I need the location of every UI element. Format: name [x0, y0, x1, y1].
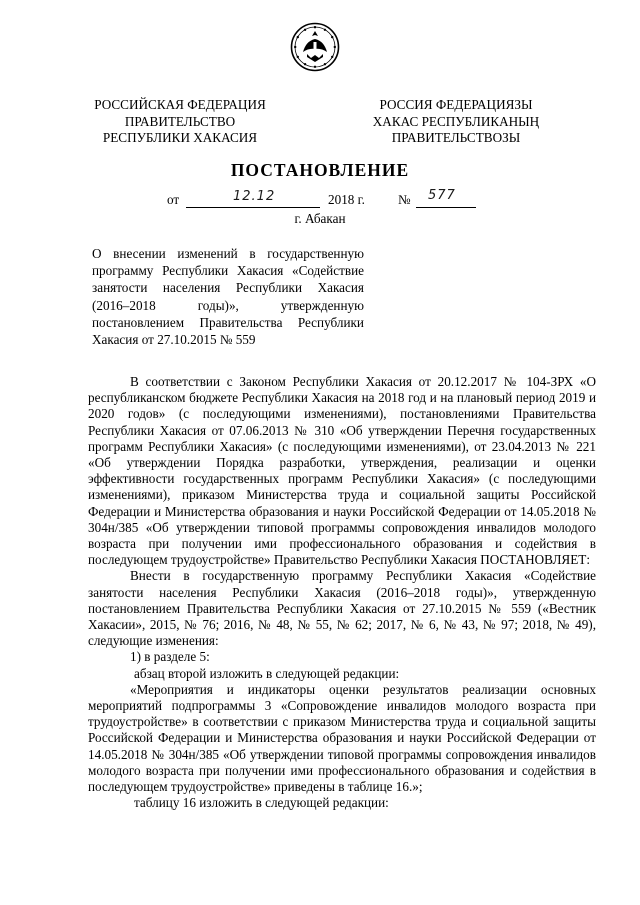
body-paragraph-item-1: 1) в разделе 5: [130, 649, 210, 665]
date-underline [186, 207, 320, 208]
body-paragraph-resolution: Внести в государственную программу Республики Хакасия «Содействие занятости населения Республики Хакасия (2016–2018 годы)», утвержденную постановлением Правительства Республики Хакасия от 27.10.2015 № 559 («Вестник Хакасии», 2015, № 76; 2016, № 48, № 55, № 62; 2017, № 6, № 43, № 97; 2018, № 49), следующие изменения: [88, 568, 596, 649]
coat-of-arms-icon [290, 22, 340, 72]
header-left-line-1: РОССИЙСКАЯ ФЕДЕРАЦИЯ [94, 97, 266, 112]
body-paragraph-preamble: В соответствии с Законом Республики Хакасия от 20.12.2017 № 104-ЗРХ «О республиканском бюджете Республики Хакасия на 2018 год и на плановый период 2019 и 2020 годов» (с последующими изменениями), постановлениями Правительства Республики Хакасия от 07.06.2013 № 310 «Об утверждении Перечня государственных программ Республики Хакасия» (с последующими изменениями), от 23.04.2013 № 221 «Об утверждении Порядка разработки, утверждения, реализации и оценки эффективности государственных программ Республики Хакасия» (с последующими изменениями), приказом Министерства труда и социальной защиты Российской Федерации и Министерства образования и науки Российской Федерации от 14.05.2018 № 304н/385 «Об утверждении типовой программы сопровождения инвалидов молодого возраста при получении ими профессионального образования и содействия в последующем трудоустройстве» Правительство Республики Хакасия ПОСТАНОВЛЯЕТ: [88, 374, 596, 568]
body-paragraph-table-instruction: таблицу 16 изложить в следующей редакции: [134, 795, 389, 811]
header-right-line-1: РОССИЯ ФЕДЕРАЦИЯЗЫ [379, 97, 533, 112]
document-title: ПОСТАНОВЛЕНИЕ [230, 160, 410, 180]
header-right-line-3: ПРАВИТЕЛЬСТВОЗЫ [391, 130, 521, 146]
date-from-label: от [167, 192, 180, 207]
number-handwritten: 577 [428, 188, 456, 203]
date-number-line [0, 188, 640, 212]
date-handwritten: 12.12 [233, 189, 276, 204]
header-left-line-3: РЕСПУБЛИКИ ХАКАСИЯ [102, 130, 258, 146]
document-body [88, 374, 596, 811]
body-paragraph-instruction: абзац второй изложить в следующей редакции: [134, 665, 400, 681]
document-subject: О внесении изменений в государственную программу Республики Хакасия «Содействие занятости населения Республики Хакасия (2016–2018 годы)», утвержденную постановлением Правительства Республики Хакасия от 27.10.2015 № 559 [92, 246, 364, 348]
number-label: № [398, 192, 411, 207]
header-khakas [356, 97, 556, 147]
header-right-line-2: ХАКАС РЕСПУБЛИКАНЫҢ [372, 113, 540, 129]
city: г. Абакан [294, 211, 346, 226]
header-russian [74, 97, 286, 147]
header-left-line-2: ПРАВИТЕЛЬСТВО [124, 113, 236, 129]
body-paragraph-quote: «Мероприятия и индикаторы оценки результатов реализации основных мероприятий подпрограммы 3 «Сопровождение инвалидов молодого возраста при трудоустройстве» в соответствии с приказом Министерства труда и социальной защиты Российской Федерации и Министерства образования и науки Российской Федерации от 14.05.2018 № 304н/385 «Об утверждении типовой программы сопровождения инвалидов молодого возраста при получении ими профессионального образования и содействия в последующем трудоустройстве» приведены в таблице 16.»; [88, 681, 596, 795]
year-text: 2018 г. [328, 192, 365, 207]
number-underline [416, 207, 476, 208]
